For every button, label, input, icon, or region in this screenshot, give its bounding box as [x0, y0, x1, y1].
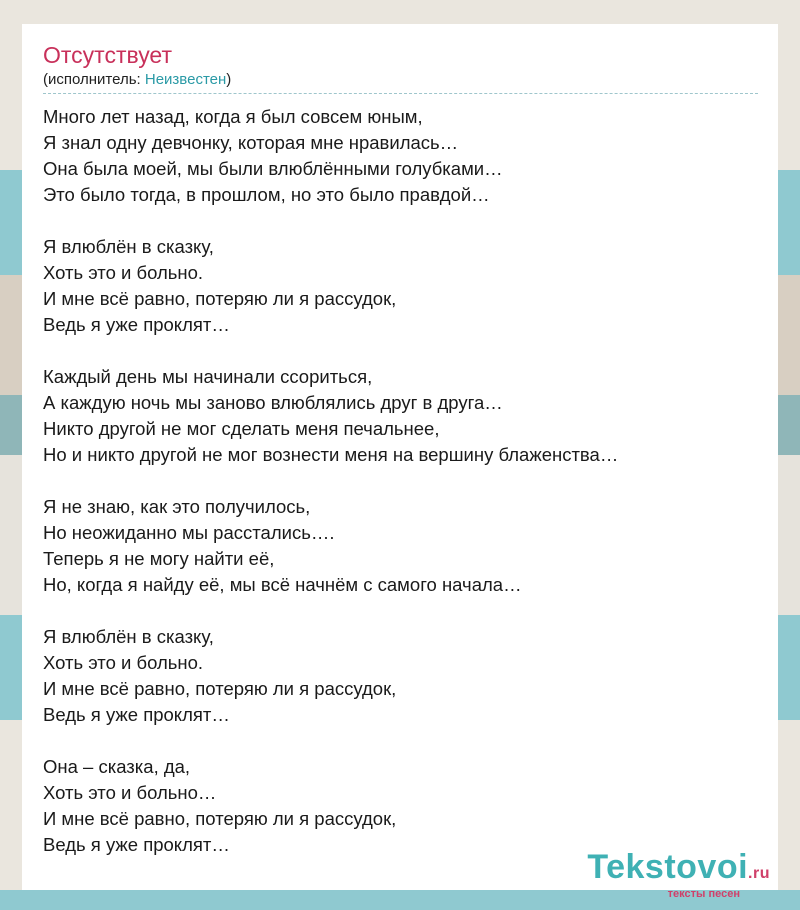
- lyrics-line: И мне всё равно, потеряю ли я рассудок,: [43, 288, 397, 309]
- lyrics-line: Но неожиданно мы расстались….: [43, 522, 335, 543]
- lyrics-line: Ведь я уже проклят…: [43, 834, 230, 855]
- lyrics-stanza: [43, 104, 758, 208]
- logo-tld: .ru: [748, 865, 770, 882]
- lyrics-line: Я влюблён в сказку,: [43, 626, 214, 647]
- lyrics-line: Это было тогда, в прошлом, но это было правдой…: [43, 184, 490, 205]
- artist-prefix: (исполнитель:: [43, 71, 145, 88]
- lyrics-line: Каждый день мы начинали ссориться,: [43, 366, 373, 387]
- lyrics-line: Хоть это и больно…: [43, 782, 217, 803]
- lyrics-line: Я знал одну девчонку, которая мне нравилась…: [43, 132, 459, 153]
- artist-line: [43, 70, 758, 94]
- lyrics-stanza: [43, 234, 758, 338]
- site-logo[interactable]: [587, 850, 770, 900]
- artist-link[interactable]: Неизвестен: [144, 71, 227, 88]
- lyrics-card: [22, 24, 778, 890]
- logo-name: Tekstovoi: [587, 848, 749, 886]
- lyrics-line: Хоть это и больно.: [43, 652, 204, 673]
- lyrics-line: А каждую ночь мы заново влюблялись друг в друга…: [43, 392, 503, 413]
- lyrics-line: Хоть это и больно.: [43, 262, 204, 283]
- lyrics-stanza: [43, 364, 758, 468]
- lyrics-line: Она была моей, мы были влюблёнными голубками…: [43, 158, 503, 179]
- lyrics-line: Ведь я уже проклят…: [43, 314, 230, 335]
- artist-suffix: ): [226, 71, 232, 88]
- lyrics-line: Она – сказка, да,: [43, 756, 191, 777]
- lyrics-line: И мне всё равно, потеряю ли я рассудок,: [43, 678, 397, 699]
- lyrics-line: Теперь я не могу найти её,: [43, 548, 275, 569]
- lyrics-line: Никто другой не мог сделать меня печальнее,: [43, 418, 440, 439]
- song-title: Отсутствует: [43, 42, 172, 68]
- lyrics-stanza: [43, 754, 758, 858]
- lyrics-line: Но и никто другой не мог вознести меня на вершину блаженства…: [43, 444, 619, 465]
- lyrics-line: И мне всё равно, потеряю ли я рассудок,: [43, 808, 397, 829]
- lyrics-line: Я влюблён в сказку,: [43, 236, 214, 257]
- lyrics-line: Я не знаю, как это получилось,: [43, 496, 311, 517]
- lyrics-body: [43, 104, 758, 858]
- lyrics-line: Ведь я уже проклят…: [43, 704, 230, 725]
- lyrics-stanza: [43, 494, 758, 598]
- lyrics-stanza: [43, 624, 758, 728]
- lyrics-line: Но, когда я найду её, мы всё начнём с самого начала…: [43, 574, 522, 595]
- logo-tagline: тексты песен: [667, 888, 740, 900]
- lyrics-line: Много лет назад, когда я был совсем юным,: [43, 106, 423, 127]
